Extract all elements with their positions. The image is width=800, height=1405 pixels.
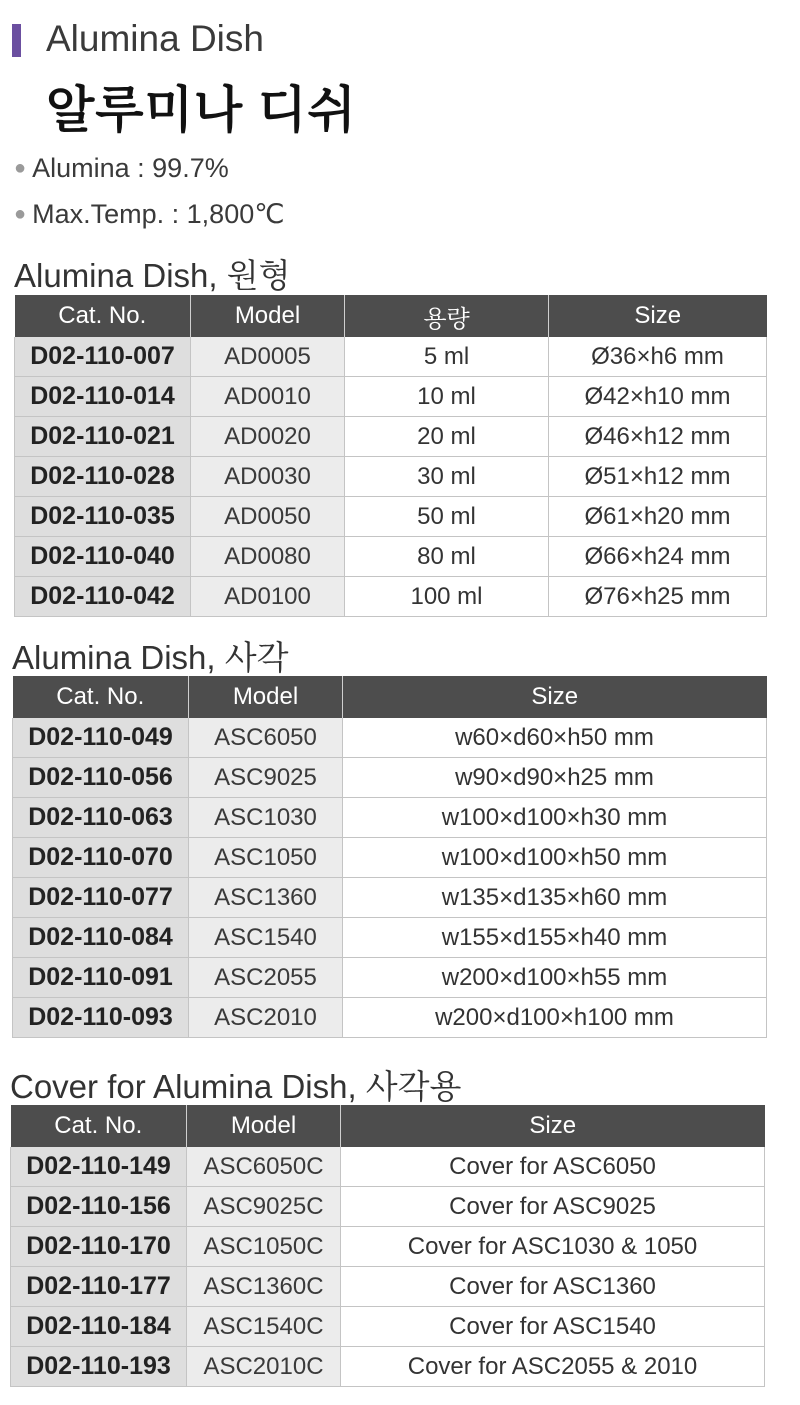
round-dish-table xyxy=(14,295,767,617)
spec-value: 1,800℃ xyxy=(186,199,285,229)
table-row xyxy=(13,838,767,878)
section-title-round: Alumina Dish, 원형 xyxy=(14,257,291,294)
value-cell: w200×d100×h100 mm xyxy=(343,998,767,1038)
cat-no-cell: D02-110-021 xyxy=(15,417,191,457)
column-header: Model xyxy=(189,676,343,718)
spec-alumina xyxy=(14,150,285,196)
value-cell: 80 ml xyxy=(345,537,549,577)
model-cell: AD0030 xyxy=(191,457,345,497)
table-row xyxy=(11,1187,765,1227)
cat-no-cell: D02-110-091 xyxy=(13,958,189,998)
table-row xyxy=(13,918,767,958)
model-cell: ASC1030 xyxy=(189,798,343,838)
table-row xyxy=(15,337,767,377)
cat-no-cell: D02-110-063 xyxy=(13,798,189,838)
value-cell: Cover for ASC6050 xyxy=(341,1147,765,1187)
model-cell: AD0100 xyxy=(191,577,345,617)
value-cell: w60×d60×h50 mm xyxy=(343,718,767,758)
spec-max-temp xyxy=(14,196,285,242)
column-header: Size xyxy=(343,676,767,718)
column-header: Cat. No. xyxy=(15,295,191,337)
section-title-square: Alumina Dish, 사각 xyxy=(12,639,289,676)
spec-separator: : xyxy=(129,153,153,183)
column-header: Model xyxy=(191,295,345,337)
model-cell: ASC6050 xyxy=(189,718,343,758)
cover-table xyxy=(10,1105,765,1387)
model-cell: ASC1540C xyxy=(187,1307,341,1347)
spec-label: Max.Temp. xyxy=(32,199,165,229)
model-cell: AD0005 xyxy=(191,337,345,377)
value-cell: Ø61×h20 mm xyxy=(549,497,767,537)
page-title-english: Alumina Dish xyxy=(46,18,264,59)
cat-no-cell: D02-110-042 xyxy=(15,577,191,617)
cat-no-cell: D02-110-177 xyxy=(11,1267,187,1307)
table-header-row xyxy=(15,295,767,337)
value-cell: 30 ml xyxy=(345,457,549,497)
cat-no-cell: D02-110-156 xyxy=(11,1187,187,1227)
model-cell: ASC1050C xyxy=(187,1227,341,1267)
model-cell: AD0050 xyxy=(191,497,345,537)
model-cell: ASC1360 xyxy=(189,878,343,918)
model-cell: AD0020 xyxy=(191,417,345,457)
value-cell: Cover for ASC1030 & 1050 xyxy=(341,1227,765,1267)
value-cell: Cover for ASC1360 xyxy=(341,1267,765,1307)
value-cell: w100×d100×h50 mm xyxy=(343,838,767,878)
table-row xyxy=(13,958,767,998)
cat-no-cell: D02-110-184 xyxy=(11,1307,187,1347)
table-row xyxy=(13,758,767,798)
cat-no-cell: D02-110-035 xyxy=(15,497,191,537)
value-cell: 20 ml xyxy=(345,417,549,457)
model-cell: ASC1050 xyxy=(189,838,343,878)
bullet-icon: ● xyxy=(14,203,27,225)
value-cell: Ø76×h25 mm xyxy=(549,577,767,617)
column-header: Cat. No. xyxy=(11,1105,187,1147)
cat-no-cell: D02-110-149 xyxy=(11,1147,187,1187)
value-cell: w100×d100×h30 mm xyxy=(343,798,767,838)
table-header-row xyxy=(13,676,767,718)
value-cell: w155×d155×h40 mm xyxy=(343,918,767,958)
model-cell: AD0010 xyxy=(191,377,345,417)
table-row xyxy=(15,377,767,417)
model-cell: ASC2055 xyxy=(189,958,343,998)
cat-no-cell: D02-110-084 xyxy=(13,918,189,958)
cat-no-cell: D02-110-170 xyxy=(11,1227,187,1267)
model-cell: ASC1540 xyxy=(189,918,343,958)
table-row xyxy=(11,1147,765,1187)
cat-no-cell: D02-110-070 xyxy=(13,838,189,878)
model-cell: ASC2010C xyxy=(187,1347,341,1387)
table-row xyxy=(15,417,767,457)
value-cell: Ø42×h10 mm xyxy=(549,377,767,417)
section-title-cover: Cover for Alumina Dish, 사각용 xyxy=(10,1068,462,1105)
column-header: 용량 xyxy=(345,295,549,337)
cat-no-cell: D02-110-049 xyxy=(13,718,189,758)
table-row xyxy=(15,537,767,577)
table-row xyxy=(11,1347,765,1387)
column-header: Size xyxy=(549,295,767,337)
cat-no-cell: D02-110-014 xyxy=(15,377,191,417)
model-cell: ASC9025C xyxy=(187,1187,341,1227)
table-row xyxy=(11,1227,765,1267)
cat-no-cell: D02-110-028 xyxy=(15,457,191,497)
table-row xyxy=(15,577,767,617)
page-title-korean: 알루미나 디쉬 xyxy=(46,82,357,138)
column-header: Model xyxy=(187,1105,341,1147)
bullet-icon: ● xyxy=(14,157,27,179)
table-row xyxy=(15,497,767,537)
table-row xyxy=(11,1267,765,1307)
model-cell: ASC1360C xyxy=(187,1267,341,1307)
cat-no-cell: D02-110-056 xyxy=(13,758,189,798)
value-cell: 5 ml xyxy=(345,337,549,377)
value-cell: Cover for ASC1540 xyxy=(341,1307,765,1347)
column-header: Size xyxy=(341,1105,765,1147)
value-cell: w90×d90×h25 mm xyxy=(343,758,767,798)
table-row xyxy=(13,798,767,838)
value-cell: Ø46×h12 mm xyxy=(549,417,767,457)
model-cell: ASC9025 xyxy=(189,758,343,798)
model-cell: ASC2010 xyxy=(189,998,343,1038)
value-cell: Cover for ASC9025 xyxy=(341,1187,765,1227)
cat-no-cell: D02-110-193 xyxy=(11,1347,187,1387)
spec-list xyxy=(14,150,285,242)
table-row xyxy=(11,1307,765,1347)
value-cell: 100 ml xyxy=(345,577,549,617)
accent-bar xyxy=(12,24,21,57)
model-cell: ASC6050C xyxy=(187,1147,341,1187)
cat-no-cell: D02-110-093 xyxy=(13,998,189,1038)
square-dish-table xyxy=(12,676,767,1038)
value-cell: 50 ml xyxy=(345,497,549,537)
value-cell: Ø36×h6 mm xyxy=(549,337,767,377)
value-cell: Ø51×h12 mm xyxy=(549,457,767,497)
spec-value: 99.7% xyxy=(152,153,229,183)
table-row xyxy=(15,457,767,497)
table-row xyxy=(13,878,767,918)
value-cell: Ø66×h24 mm xyxy=(549,537,767,577)
table-header-row xyxy=(11,1105,765,1147)
cat-no-cell: D02-110-077 xyxy=(13,878,189,918)
table-row xyxy=(13,718,767,758)
cat-no-cell: D02-110-040 xyxy=(15,537,191,577)
table-row xyxy=(13,998,767,1038)
column-header: Cat. No. xyxy=(13,676,189,718)
model-cell: AD0080 xyxy=(191,537,345,577)
spec-label: Alumina xyxy=(32,153,130,183)
cat-no-cell: D02-110-007 xyxy=(15,337,191,377)
value-cell: w200×d100×h55 mm xyxy=(343,958,767,998)
spec-separator: : xyxy=(164,199,187,229)
value-cell: 10 ml xyxy=(345,377,549,417)
value-cell: w135×d135×h60 mm xyxy=(343,878,767,918)
value-cell: Cover for ASC2055 & 2010 xyxy=(341,1347,765,1387)
